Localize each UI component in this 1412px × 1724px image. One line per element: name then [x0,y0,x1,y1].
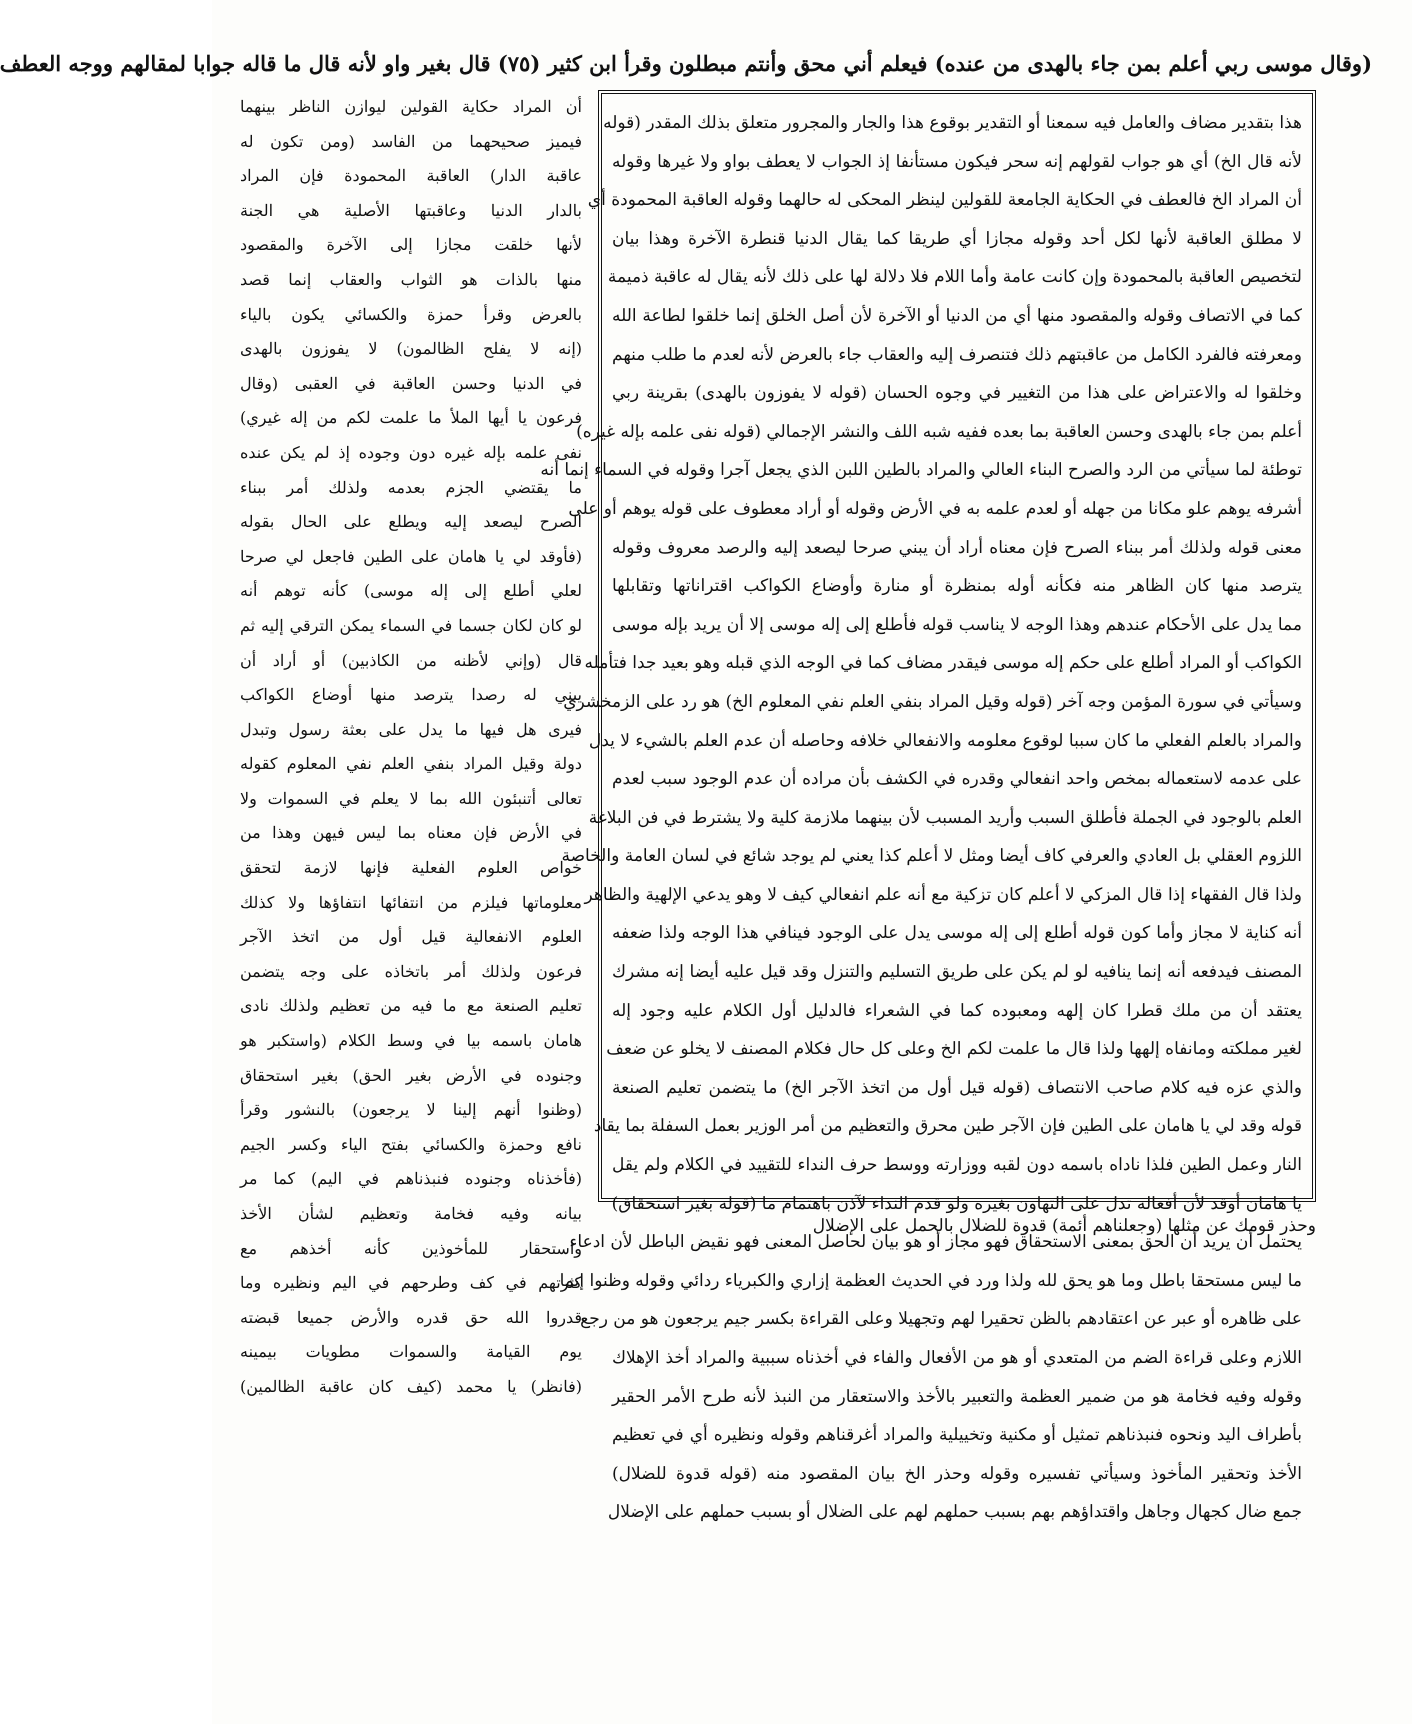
commentary-line: كما في الاتصاف وقوله والمقصود منها أي من الدنيا أو الآخرة لأن أصل الخلق إنما خلقوا لطاعة الله [612,305,1302,326]
margin-line: هامان باسمه بيا في وسط الكلام (واستكبر هو [240,1031,582,1051]
commentary-line: يا هامان أوقد لأن أفعاله تدل على التهاون بغيره ولو قدم النداء لآذن باهتمام ما (قوله بغير استحقاق) [611,1193,1302,1214]
margin-text-column [240,90,582,1396]
commentary-line: مما يدل على الأحكام عندهم وهذا الوجه لا يناسب قوله فأطلع إلى إله موسى إلا أن يريد بإله موسى [612,614,1302,635]
commentary-line: جمع ضال كجهال وجاهل واقتداؤهم بهم بسبب حملهم لهم على الضلال أو بسبب حملهم على الإضلال [607,1502,1302,1523]
margin-line: فرعون ولذلك أمر باتخاذه على وجه يتضمن [240,961,582,981]
commentary-line: لغير مملكته ومانفاه إلهها ولذا قال ما علمت لكم الخ وعلى كل حال فكلام المصنف لا يخلو عن ضعف [606,1039,1302,1060]
commentary-line: لا مطلق العاقبة لأنها لكل أحد وقوله مجازا أي طريقا كما يقال الدنيا قنطرة الآخرة وهذا بيان [612,228,1302,249]
commentary-line: النار وعمل الطين فلذا ناداه باسمه دون لقبه ووزارته ووسط حرف النداء للتقييد في الكلام ولم يقل [612,1155,1302,1176]
margin-line: أن المراد حكاية القولين ليوازن الناظر بينهما [240,97,582,116]
margin-line: فيميز صحيحهما من الفاسد (ومن تكون له [240,131,582,151]
margin-line: وجنوده في الأرض بغير الحق) بغير استحقاق [240,1065,582,1085]
commentary-line: على ظاهره أو عبر عن اعتقادهم بالظن تحقيرا لهم وتجهيلا وعلى القراءة بكسر جيم يرجعون هو من رجع [580,1309,1302,1330]
commentary-line: هذا بتقدير مضاف والعامل فيه سمعنا أو التقدير بوقوع هذا والجار والمجرور متعلق بذلك المقدر (قوله [603,113,1302,133]
margin-line: فيرى هل فيها ما يدل على بعثة رسول وتبدل [240,719,582,739]
commentary-line: أشرفه يوهم علو مكانا من جهله أو لعدم علمه به في الأرض وقوله أو أراد معطوف على قوله يوهم أو على [568,498,1302,519]
page-header: (وقال موسى ربي أعلم بمن جاء بالهدى من عنده) فيعلم أني محق وأنتم مبطلون وقرأ ابن كثير (٧٥) قال بغير واو لأنه قال ما قاله جوابا لمقالهم ووجه العطف [0,51,1372,76]
margin-line: تعليم الصنعة مع ما فيه من تعظيم ولذلك نادى [240,996,582,1016]
commentary-line: أعلم بمن جاء بالهدى وحسن العاقبة بما بعده ففيه شبه اللف والنشر الإجمالي (قوله نفى علمه بإله غيره) [576,421,1302,442]
margin-line: منها بالذات هو الثواب والعقاب إنما قصد [240,269,582,289]
commentary-line: يحتمل أن يريد أن الحق بمعنى الاستحقاق فهو مجاز أو هو بيان لحاصل المعنى فهو نقيض الباطل لأن ادعاء [569,1232,1302,1253]
margin-line: في الدنيا وحسن العاقبة في العقبى (وقال [240,373,582,393]
margin-line: نافع وحمزة والكسائي بفتح الياء وكسر الجيم [240,1134,582,1154]
commentary-line: والذي عزه فيه كلام صاحب الانتصاف (قوله قيل أول من اتخذ الآجر الخ) ما يتضمن تعليم الصنعة [612,1077,1302,1098]
margin-line: خواص العلوم الفعلية فإنها لازمة لتحقق [240,858,582,878]
margin-line: لأنها خلقت مجازا إلى الآخرة والمقصود [240,235,582,255]
margin-line: لعلي أطلع إلى إله موسى) كأنه توهم أنه [240,581,582,601]
margin-line: (فانظر) يا محمد (كيف كان عاقبة الظالمين) [240,1376,582,1396]
margin-line: بالعرض وقرأ حمزة والكسائي يكون بالياء [240,304,582,324]
margin-line: تعالى أتنبئون الله بما لا يعلم في السموات ولا [240,788,582,808]
margin-line: بالدار الدنيا وعاقبتها الأصلية هي الجنة [240,200,582,220]
margin-line: (إنه لا يفلح الظالمون) لا يفوزون بالهدى [240,339,582,359]
margin-line: (وظنوا أنهم إلينا لا يرجعون) بالنشور وقرأ [240,1100,582,1120]
margin-line: نفى علمه بإله غيره دون وجوده إذ لم يكن عنده [240,442,582,462]
commentary-line: والمراد بالعلم الفعلي ما كان سببا لوقوع معلومه والانفعالي خلافه وحاصله أن عدم العلم بالشيء لا يدل [588,730,1302,751]
margin-line: (فأوقد لي يا هامان على الطين فاجعل لي صرحا [240,546,582,566]
margin-line: يوم القيامة والسموات مطويات بيمينه [240,1342,582,1362]
margin-line: كثرتهم في كف وطرحهم في اليم ونظيره وما [240,1273,582,1293]
footer-line: وحذر قومك عن مثلها (وجعلناهم أئمة) قدوة للضلال بالحمل على الإضلال [812,1216,1316,1236]
margin-line: الصرح ليصعد إليه ويطلع على الحال بقوله [240,512,582,532]
margin-line: معلوماتها فيلزم من انتفائها انتفاؤها ولا كذلك [240,892,582,912]
margin-line: في الأرض فإن معناه بما ليس فيهن وهذا من [240,823,582,843]
commentary-line: اللزوم العقلي بل العادي والعرفي كاف أيضا ومثل لا أعلم كذا يعني لم يوجد شائع في لسان العامة والخاصة [561,846,1302,867]
margin-line: قدروا الله حق قدره والأرض جميعا قبضته [240,1307,582,1327]
commentary-line: وخلقوا له والاعتراض على هذا من التغيير في وجوه الحسان (قوله لا يفوزون بالهدى) بقرينة ربي [612,383,1302,404]
commentary-line: أنه كناية لا مجاز وأما كون قوله أطلع إلى إله موسى يدل على الوجود فينافي هذا الوجه ولذا ضعفه [612,923,1302,944]
commentary-line: يترصد منها كان الظاهر منه فكأنه أوله بمنظرة أو منارة وأوضاع الكواكب اقتراناتها وتقابلها [612,576,1302,597]
commentary-line: قوله وقد لي يا هامان على الطين فإن الآجر طين محرق والتعظيم من أمر الوزير بعمل السفلة بما يقاد [593,1116,1302,1137]
commentary-line: ولذا قال الفقهاء إذا قال المزكي لا أعلم كان تزكية مع أنه علم انفعالي كيف لا وهو يدعي الإلهية والظاهر [584,884,1302,905]
margin-line: لو كان لكان جسما في السماء يمكن الترقي إليه ثم [240,615,582,635]
commentary-line: بأطراف اليد ونحوه فنبذناهم تمثيل أو مكنية وتخييلية والمراد أغرقناهم وقوله ونظيره أي في تعظيم [612,1425,1302,1446]
commentary-line: أن المراد الخ فالعطف في الحكاية الجامعة للقولين لينظر المحكى له حالهما وقوله العاقبة المحمودة أي [587,190,1302,211]
commentary-line: المصنف فيدفعه أنه إنما ينافيه لو لم يكن على طريق التسليم والتنزل وقد قيل عليه أيضا إنه مشرك [612,962,1302,983]
commentary-line: معنى قوله ولذلك أمر ببناء الصرح فإن معناه أراد أن يبني صرحا ليصعد إليه والرصد معروف وقوله [612,537,1302,558]
commentary-line: لتخصيص العاقبة بالمحمودة وإن كانت عامة وأما اللام فلا دلالة لها على ذلك لأنه يقال له عاقبة ذميمة [607,267,1302,288]
margin-line: فرعون يا أيها الملأ ما علمت لكم من إله غيري) [240,408,582,428]
margin-line: يبني له رصدا يترصد منها أوضاع الكواكب [240,685,582,705]
margin-line: (فأخذناه وجنوده فنبذناهم في اليم) كما مر [240,1169,582,1189]
commentary-line: توطئة لما سيأتي من الرد والصرح البناء العالي والمراد بالطين اللبن الذي يجعل آجرا وقوله في السماء إنما أنه [540,460,1302,481]
margin-line: ما يقتضي الجزم بعدمه ولذلك أمر ببناء [240,477,582,497]
margin-line: بيانه وفيه فخامة وتعظيم لشأن الأخذ [240,1204,582,1223]
margin-line: قال (وإني لأظنه من الكاذبين) أو أراد أن [240,650,582,670]
commentary-line: وقوله وفيه فخامة هو من ضمير العظمة والتعبير بالأخذ والاستعقار من النبذ لأنه طرح الأمر الحقير [612,1386,1302,1407]
commentary-line: الكواكب أو المراد أطلع على حكم إله موسى فيقدر مضاف كما في الوجه الذي قبله وهو بعيد جدا فتأمله [584,653,1302,674]
commentary-line: ومعرفته فالفرد الكامل من عاقبتهم ذلك فتنصرف إليه والعقاب جاء بالعرض لأنه لعدم ما طلب منهم [612,344,1302,365]
commentary-line: على عدمه لاستعماله بمخص واحد انفعالي وقدره في الكشف بأن مراده أن عدم الوجود سبب لعدم [612,769,1302,790]
commentary-line: اللازم وعلى قراءة الضم من المتعدي أو هو من الأفعال والفاء في أخذناه سببية والمراد أخذ الإهلاك [612,1348,1302,1368]
commentary-line: وسيأتي في سورة المؤمن وجه آخر (قوله وقيل المراد بنفي العلم نفي المعلوم الخ) هو رد على الزمخشري [563,691,1302,712]
commentary-line: ما ليس مستحقا باطل وما هو يحق لله ولذا ورد في الحديث العظمة إزاري والكبرياء ردائي وقوله وظنوا إنما [559,1270,1302,1291]
margin-line: العلوم الانفعالية قيل أول من اتخذ الآجر [240,927,582,947]
commentary-line: العلم بالوجود في الجملة فأطلق السبب وأريد المسبب لأن بينهما ملازمة كلية ولا يشترط في فن البلاغة [588,807,1302,828]
commentary-line: لأنه قال الخ) أي هو جواب لقولهم إنه سحر فيكون مستأنفا إذ الجواب لا يعطف بواو ولا غيرها وقوله [612,151,1302,172]
commentary-line: يعتقد أن من ملك قطرا كان إلهه ومعبوده كما في الشعراء فالدليل أول الكلام عليه وجود إله [612,1000,1302,1021]
margin-line: واستحقار للمأخوذين كأنه أخذهم مع [240,1238,582,1258]
commentary-line: الأخذ وتحقير المأخوذ وسيأتي تفسيره وقوله وحذر الخ بيان المقصود منه (قوله قدوة للضلال) [612,1463,1302,1484]
margin-line: عاقبة الدار) العاقبة المحمودة فإن المراد [240,166,582,186]
margin-line: دولة وقيل المراد بنفي العلم نفي المعلوم كقوله [240,754,582,774]
